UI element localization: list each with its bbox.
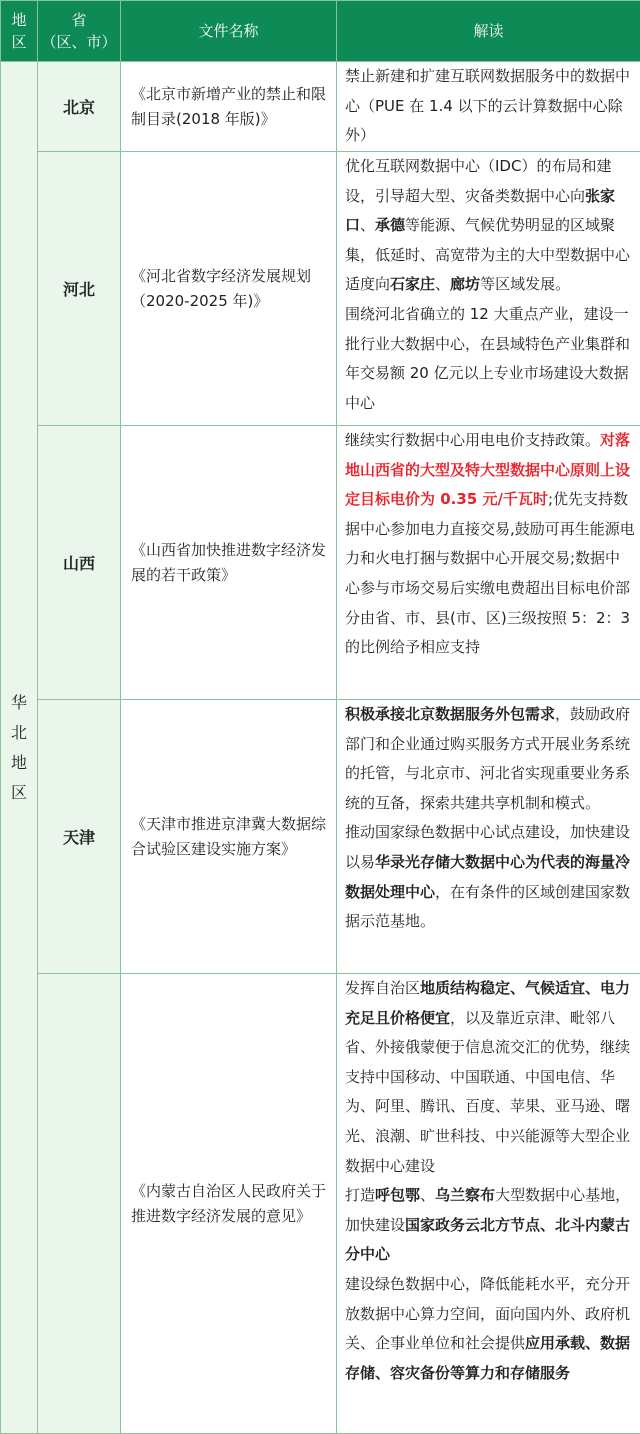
doc-title-cell: 《天津市推进京津冀大数据综合试验区建设实施方案》	[121, 700, 337, 974]
highlighted-text: 廊坊	[450, 275, 480, 293]
text-segment: 围绕河北省确立的 12 大重点产业，建设一批行业大数据中心，在县域特色产业集群和年交易额 20 亿元以上专业市场建设大数据中心	[345, 305, 630, 412]
interpretation-cell	[337, 974, 640, 1434]
doc-title-cell: 《河北省数字经济发展规划（2020-2025 年)》	[121, 152, 337, 426]
header-region-line2: 区	[1, 31, 37, 53]
province-cell: 北京	[38, 62, 121, 152]
interpretation-cell	[337, 152, 640, 426]
doc-title-cell: 《北京市新增产业的禁止和限制目录(2018 年版)》	[121, 62, 337, 152]
region-char: 北	[1, 718, 37, 748]
header-row	[1, 1, 640, 62]
text-segment: ;优先支持数据中心参加电力直接交易,鼓励可再生能源电力和火电打捆与数据中心开展交易;数据中心参与市场交易后实缴电费超出目标电价部分由省、市、县(市、区)三级按照 5：2：3 的比例给予相应支持	[345, 490, 635, 656]
interpretation-paragraph	[345, 300, 635, 418]
region-char: 区	[1, 778, 37, 808]
table-row	[1, 426, 640, 700]
highlighted-text: 华录光存储大数据中心为代表的海量冷数据处理中心	[345, 853, 630, 901]
highlighted-text: 对落地山西省的大型及特大型数据中心原则上设定目标电价为 0.35 元/千瓦时	[345, 431, 630, 508]
table-row	[1, 700, 640, 974]
highlighted-text: 乌兰察布	[435, 1186, 495, 1204]
interpretation-paragraph	[345, 152, 635, 300]
text-segment: 等区域发展。	[480, 275, 570, 293]
header-doc: 文件名称	[121, 1, 337, 62]
highlighted-text: 呼包鄂	[375, 1186, 420, 1204]
interpretation-paragraph	[345, 426, 635, 663]
header-interp: 解读	[337, 1, 640, 62]
text-segment: 推动国家绿色数据中心试点建设，加快建设以易	[345, 823, 630, 871]
header-province-line1: 省	[38, 9, 120, 31]
header-province-line2: （区、市）	[38, 31, 120, 53]
interpretation-cell	[337, 62, 640, 152]
region-char: 地	[1, 748, 37, 778]
header-province	[38, 1, 121, 62]
text-segment: 大型数据中心基地，加快建设	[345, 1186, 630, 1234]
text-segment: 等能源、气候优势明显的区域聚集，低延时、高宽带为主的大中型数据中心适度向	[345, 216, 630, 293]
text-segment: 打造	[345, 1186, 375, 1204]
table-row	[1, 62, 640, 152]
highlighted-text: 应用承载、数据存储、容灾备份等算力和存储服务	[345, 1334, 630, 1382]
highlighted-text: 积极承接北京数据服务外包需求	[345, 705, 555, 723]
province-cell: 山西	[38, 426, 121, 700]
interpretation-paragraph	[345, 1270, 635, 1388]
region-char: 华	[1, 688, 37, 718]
doc-title-cell: 《内蒙古自治区人民政府关于推进数字经济发展的意见》	[121, 974, 337, 1434]
text-segment: 优化互联网数据中心（IDC）的布局和建设，引导超大型、灾备类数据中心向	[345, 157, 611, 205]
text-segment: ，在有条件的区域创建国家数据示范基地。	[345, 883, 630, 931]
interpretation-cell	[337, 700, 640, 974]
text-segment: 禁止新建和扩建互联网数据服务中的数据中心（PUE 在 1.4 以下的云计算数据中心除外）	[345, 67, 630, 144]
interpretation-paragraph	[345, 974, 635, 1181]
region-cell	[1, 62, 38, 1434]
interpretation-paragraph	[345, 818, 635, 936]
header-region-line1: 地	[1, 9, 37, 31]
highlighted-text: 国家政务云北方节点、北斗内蒙古分中心	[345, 1216, 630, 1264]
text-segment: 、	[435, 275, 450, 293]
highlighted-text: 石家庄	[390, 275, 435, 293]
text-segment: 继续实行数据中心用电电价支持政策。	[345, 431, 600, 449]
doc-title-cell: 《山西省加快推进数字经济发展的若干政策》	[121, 426, 337, 700]
province-cell: 天津	[38, 700, 121, 974]
text-segment: ，鼓励政府部门和企业通过购买服务方式开展业务系统的托管，与北京市、河北省实现重要业务系统的互备，探索共建共享机制和模式。	[345, 705, 630, 812]
text-segment: 发挥自治区	[345, 979, 420, 997]
interpretation-cell	[337, 426, 640, 700]
highlighted-text: 承德	[375, 216, 405, 234]
text-segment: 、	[420, 1186, 435, 1204]
province-cell: 河北	[38, 152, 121, 426]
table-row	[1, 974, 640, 1434]
highlighted-text: 张家口	[345, 187, 615, 235]
highlighted-text: 地质结构稳定、气候适宜、电力充足且价格便宜	[345, 979, 630, 1027]
text-segment: 建设绿色数据中心，降低能耗水平，充分开放数据中心算力空间，面向国内外、政府机关、企事业单位和社会提供	[345, 1275, 630, 1352]
table-row	[1, 152, 640, 426]
text-segment: ，以及靠近京津、毗邻八省、外接俄蒙便于信息流交汇的优势，继续支持中国移动、中国联通、中国电信、华为、阿里、腾讯、百度、苹果、亚马逊、曙光、浪潮、旷世科技、中兴能源等大型企业数据中心建设	[345, 1009, 630, 1175]
province-cell	[38, 974, 121, 1434]
interpretation-paragraph	[345, 1181, 635, 1270]
text-segment: 、	[360, 216, 375, 234]
header-region	[1, 1, 38, 62]
interpretation-paragraph	[345, 700, 635, 818]
interpretation-paragraph	[345, 62, 635, 151]
